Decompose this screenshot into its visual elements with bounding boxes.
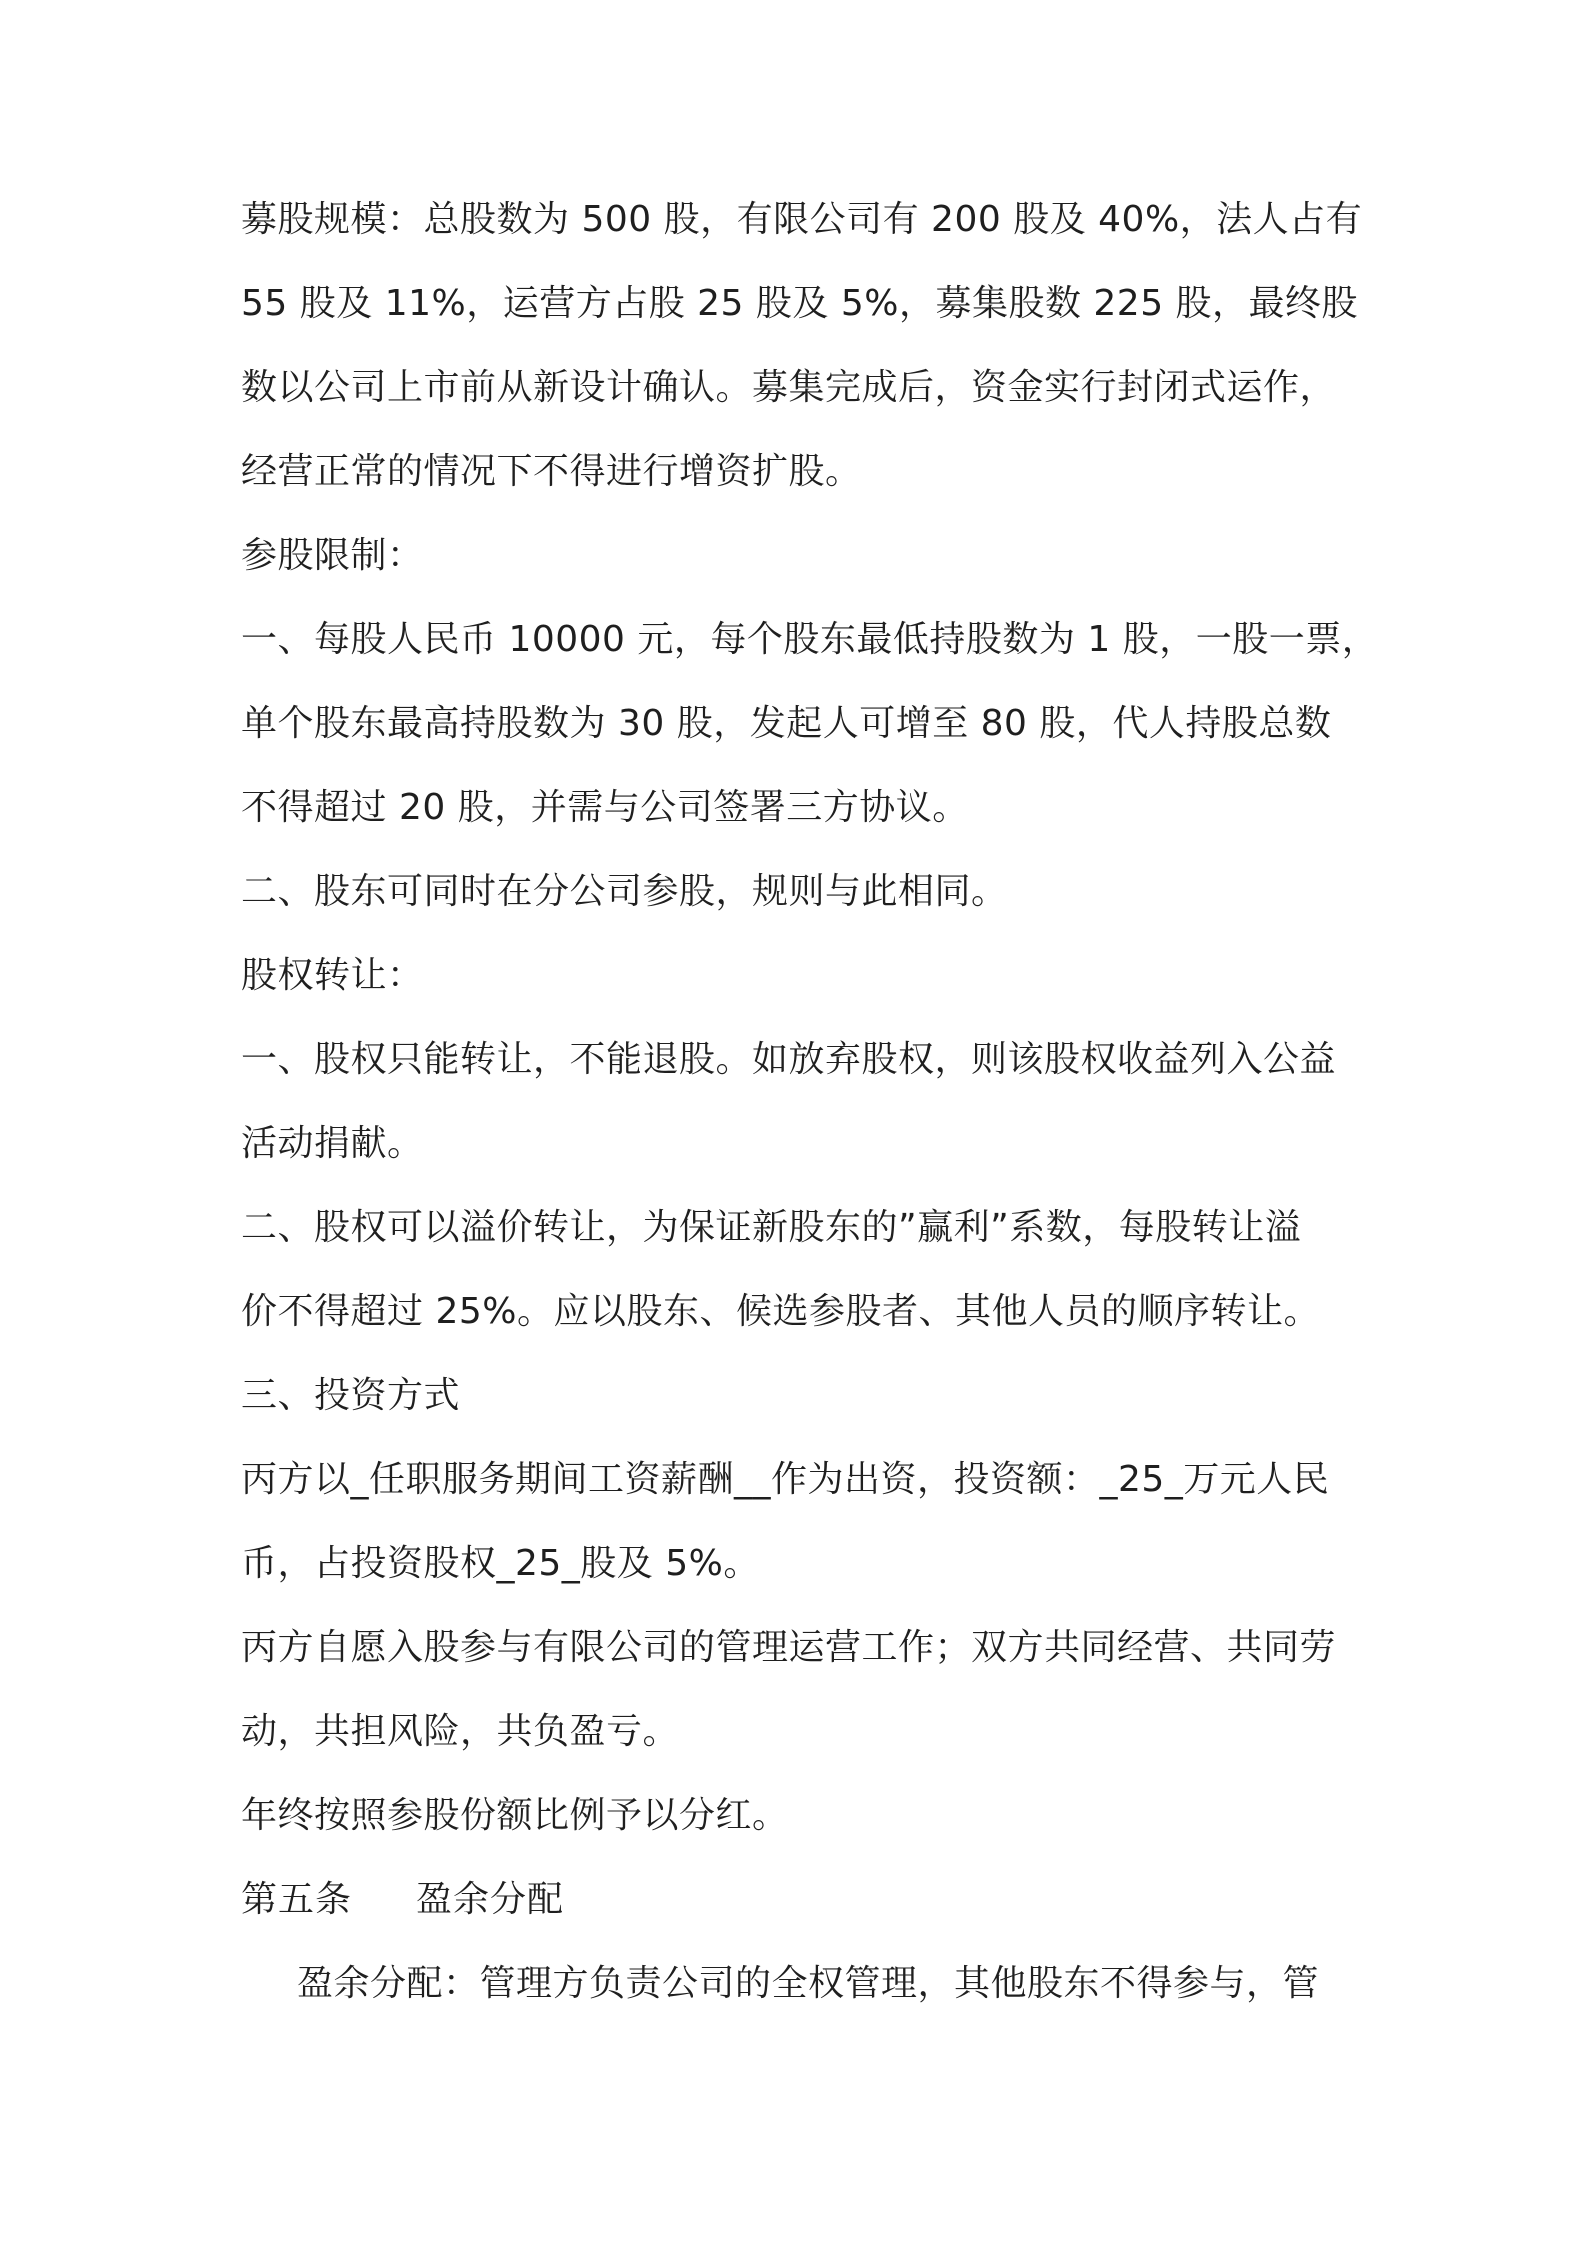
text-line: 二、股东可同时在分公司参股，规则与此相同。 [241,871,1008,912]
section-heading: 参股限制： [241,535,424,576]
text-line: 盈余分配：管理方负责公司的全权管理，其他股东不得参与，管 [297,1963,1320,2004]
text-line: 动，共担风险，共负盈亏。 [241,1711,680,1752]
text-line: 经营正常的情况下不得进行增资扩股。 [241,451,862,492]
text-line: 55 股及 11%，运营方占股 25 股及 5%，募集股数 225 股，最终股 [241,283,1359,324]
text-line: 丙方自愿入股参与有限公司的管理运营工作；双方共同经营、共同劳 [241,1627,1337,1668]
article-title: 盈余分配 [416,1879,565,1920]
text-line: 不得超过 20 股，并需与公司签署三方协议。 [241,787,969,828]
section-heading: 三、投资方式 [241,1375,461,1416]
text-line: 二、股权可以溢价转让，为保证新股东的”赢利”系数，每股转让溢 [241,1207,1302,1248]
text-line: 币，占投资股权_25_股及 5%。 [241,1543,760,1584]
text-line: 一、股权只能转让，不能退股。如放弃股权，则该股权收益列入公益 [241,1039,1337,1080]
text-line: 价不得超过 25%。应以股东、候选参股者、其他人员的顺序转让。 [241,1291,1320,1332]
article-heading [241,1876,564,1924]
text-line: 数以公司上市前从新设计确认。募集完成后，资金实行封闭式运作， [241,367,1337,408]
section-heading: 股权转让： [241,955,424,996]
article-number: 第五条 [241,1879,353,1920]
text-line: 丙方以_任职服务期间工资薪酬__作为出资，投资额：_25_万元人民 [241,1459,1330,1500]
text-line: 活动捐献。 [241,1123,424,1164]
text-line: 单个股东最高持股数为 30 股，发起人可增至 80 股，代人持股总数 [241,703,1332,744]
text-line: 一、每股人民币 10000 元，每个股东最低持股数为 1 股，一股一票， [241,619,1379,660]
text-line: 募股规模：总股数为 500 股，有限公司有 200 股及 40%，法人占有 [241,199,1363,240]
text-line: 年终按照参股份额比例予以分红。 [241,1795,789,1836]
